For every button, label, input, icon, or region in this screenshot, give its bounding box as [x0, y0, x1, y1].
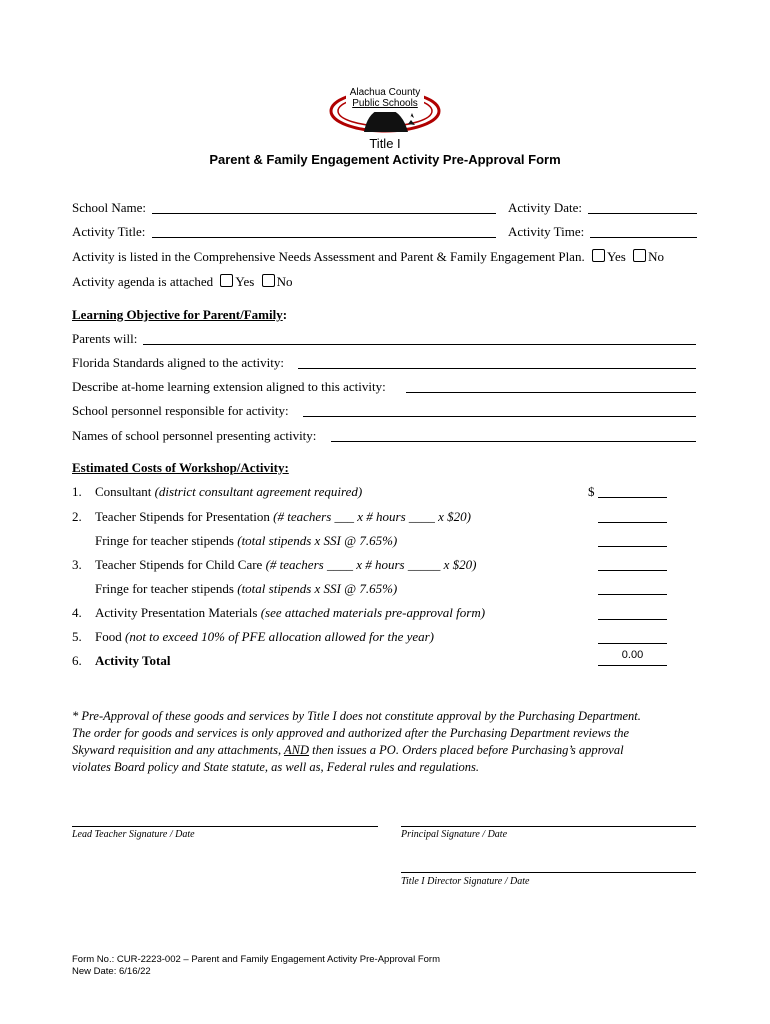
director-signature-label: Title I Director Signature / Date: [401, 876, 530, 887]
cost-item-label: Food: [95, 629, 122, 644]
extension-label: Describe at-home learning extension aligned to this activity:: [72, 379, 386, 394]
activity-total-value[interactable]: 0.00: [621, 649, 644, 661]
cost-item-label: Fringe for teacher stipends: [95, 581, 234, 596]
agenda-no-label: No: [276, 274, 293, 289]
agenda-row: [72, 274, 292, 290]
presenters-field[interactable]: [331, 441, 696, 442]
logo-line1: Alachua County: [349, 87, 421, 98]
cost-item-label: Consultant: [95, 484, 152, 499]
cost-item-note: (# teachers ____ x # hours _____ x $20): [265, 557, 477, 572]
agenda-yes-label: Yes: [235, 274, 255, 289]
objective-heading-colon: :: [282, 307, 288, 322]
principal-signature-label: Principal Signature / Date: [401, 829, 508, 840]
cost-item-1: [72, 484, 363, 500]
cost-item-note: (district consultant agreement required): [154, 484, 363, 499]
district-logo: [328, 84, 442, 136]
disclaimer-line3: [72, 742, 624, 758]
cost-item-label: Teacher Stipends for Child Care: [95, 557, 263, 572]
school-name-field[interactable]: [152, 213, 496, 214]
extension-field[interactable]: [406, 392, 696, 393]
cost-item-label: Teacher Stipends for Presentation: [95, 509, 270, 524]
form-subtitle: Parent & Family Engagement Activity Pre-Approval Form: [209, 152, 561, 167]
cna-yes-label: Yes: [606, 249, 626, 264]
cost-item-2: [72, 509, 472, 525]
disclaimer-line4: violates Board policy and State statute, as well as, Federal rules and regulations.: [72, 760, 480, 774]
cost-item-num: 2.: [72, 509, 82, 524]
logo-line2: Public Schools: [352, 98, 418, 109]
activity-date-field[interactable]: [588, 213, 697, 214]
cost-item-3-fringe: [95, 581, 397, 597]
lead-teacher-signature-label: Lead Teacher Signature / Date: [72, 829, 195, 840]
cna-row: [72, 249, 664, 265]
cost-item-6: [72, 653, 171, 669]
cost-item-note: (# teachers ___ x # hours ____ x $20): [273, 509, 472, 524]
standards-field[interactable]: [298, 368, 696, 369]
form-title: Title I: [369, 136, 401, 151]
cost-item-label: Activity Total: [95, 653, 171, 668]
presenters-label: Names of school personnel presenting activity:: [72, 428, 317, 443]
cna-statement: Activity is listed in the Comprehensive Needs Assessment and Parent & Family Engagement Plan.: [72, 249, 585, 264]
form-new-date: New Date: 6/16/22: [72, 966, 151, 977]
activity-total-field: [598, 665, 667, 666]
activity-title-field[interactable]: [152, 237, 496, 238]
disclaimer-line3-start: Skyward requisition and any attachments,: [72, 743, 282, 757]
activity-time-label: Activity Time:: [508, 224, 585, 239]
disclaimer-line2: The order for goods and services is only approved and authorized after the Purchasing Department reviews the: [72, 726, 630, 740]
cost-item-note: (not to exceed 10% of PFE allocation allowed for the year): [124, 629, 435, 644]
agenda-yes-checkbox[interactable]: [220, 274, 233, 287]
cost-item-num: 5.: [72, 629, 82, 644]
cost-amount-field-3[interactable]: [598, 546, 667, 547]
personnel-label: School personnel responsible for activity:: [72, 403, 289, 418]
cna-no-label: No: [648, 249, 665, 264]
cost-item-num: 1.: [72, 484, 82, 499]
cost-amount-field-2[interactable]: [598, 522, 667, 523]
parents-will-label: Parents will:: [72, 331, 138, 346]
lead-teacher-signature-line[interactable]: [72, 826, 378, 827]
activity-date-label: Activity Date:: [508, 200, 583, 215]
cna-no-checkbox[interactable]: [633, 249, 646, 262]
agenda-no-checkbox[interactable]: [262, 274, 275, 287]
disclaimer-line3-end: then issues a PO. Orders placed before Purchasing’s approval: [312, 743, 624, 757]
activity-time-field[interactable]: [590, 237, 697, 238]
cost-item-5: [72, 629, 435, 645]
cost-amount-field-6[interactable]: [598, 619, 667, 620]
parents-will-field[interactable]: [143, 344, 696, 345]
director-signature-line[interactable]: [401, 872, 696, 873]
form-number: Form No.: CUR-2223-002 – Parent and Family Engagement Activity Pre-Approval Form: [72, 954, 441, 965]
disclaimer-line1: * Pre-Approval of these goods and services by Title I does not constitute approval by the Purchasing Department.: [72, 709, 641, 723]
objective-heading: Learning Objective for Parent/Family: [72, 307, 283, 322]
principal-signature-line[interactable]: [401, 826, 696, 827]
cost-item-note: (total stipends x SSI @ 7.65%): [237, 533, 398, 548]
costs-heading: Estimated Costs of Workshop/Activity:: [72, 460, 289, 475]
cost-item-label: Activity Presentation Materials: [95, 605, 258, 620]
personnel-field[interactable]: [303, 416, 696, 417]
cost-item-3: [72, 557, 477, 573]
cost-item-label: Fringe for teacher stipends: [95, 533, 234, 548]
cna-yes-checkbox[interactable]: [592, 249, 605, 262]
cost-item-4: [72, 605, 486, 621]
cost-amount-field-4[interactable]: [598, 570, 667, 571]
cost-item-note: (see attached materials pre-approval form): [260, 605, 486, 620]
cost-amount-field-7[interactable]: [598, 643, 667, 644]
agenda-statement: Activity agenda is attached: [72, 274, 214, 289]
cost-item-num: 4.: [72, 605, 82, 620]
cost-item-2-fringe: [95, 533, 397, 549]
cost-item-num: 3.: [72, 557, 82, 572]
objective-heading-row: [72, 307, 287, 323]
standards-label: Florida Standards aligned to the activity:: [72, 355, 284, 370]
cost-amount-field-1[interactable]: [598, 497, 667, 498]
disclaimer-and: AND: [284, 743, 310, 757]
activity-title-label: Activity Title:: [72, 224, 146, 239]
dollar-sign: $: [588, 484, 595, 499]
cost-item-note: (total stipends x SSI @ 7.65%): [237, 581, 398, 596]
school-name-label: School Name:: [72, 200, 147, 215]
cost-item-num: 6.: [72, 653, 82, 668]
cost-amount-field-5[interactable]: [598, 594, 667, 595]
